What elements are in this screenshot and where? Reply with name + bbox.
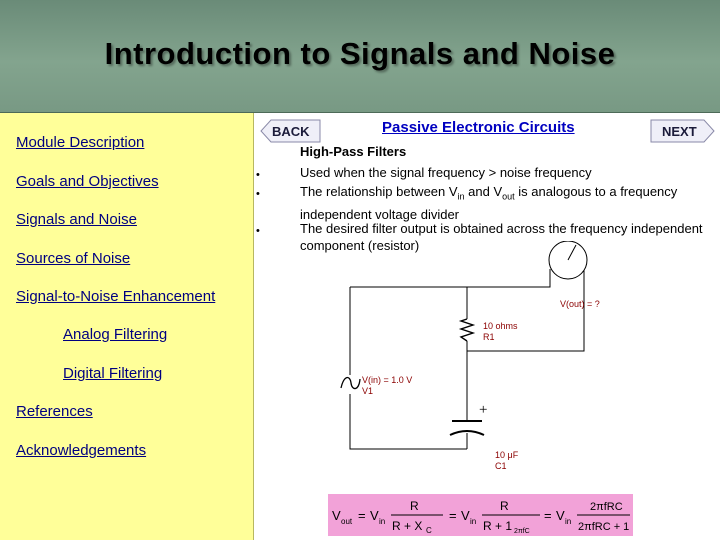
bullet-text-1: Used when the signal frequency > noise frequency (300, 165, 592, 180)
svg-text:V: V (556, 508, 565, 523)
svg-text:=: = (544, 508, 552, 523)
svg-text:R: R (410, 499, 419, 513)
nav-references[interactable]: References (16, 403, 93, 420)
back-label: BACK (272, 124, 310, 139)
bullet-text-2: The relationship between $V_{in}$ and $V_{out}$ is analogous to a frequency independent voltage divider (300, 184, 678, 222)
capacitor-value: 10 μF (495, 450, 519, 460)
nav-sources-of-noise[interactable]: Sources of Noise (16, 250, 131, 267)
svg-text:in: in (470, 517, 477, 526)
bullet-marker: • (256, 169, 260, 181)
meter-wire (467, 269, 550, 287)
resistor-name: R1 (483, 332, 495, 342)
section-subtitle: High-Pass Filters (300, 144, 407, 159)
svg-text:=: = (358, 508, 366, 523)
svg-text:in: in (379, 517, 386, 526)
header-banner (0, 0, 720, 113)
source-value: V(in) = 1.0 V (362, 375, 413, 385)
high-pass-circuit-diagram (330, 241, 620, 486)
bullet-text-3: The desired filter output is obtained across the frequency independent component (resistor) (300, 221, 703, 253)
nav-goals-objectives[interactable]: Goals and Objectives (16, 173, 159, 190)
source-name: V1 (362, 386, 374, 396)
svg-text:2πfC: 2πfC (514, 528, 530, 535)
svg-text:R + 1: R + 1 (483, 519, 513, 533)
content-area (254, 113, 720, 540)
page-title: Introduction to Signals and Noise (104, 36, 616, 71)
svg-text:=: = (449, 508, 457, 523)
next-label: NEXT (662, 124, 697, 139)
nav-signal-to-noise-enhancement[interactable]: Signal-to-Noise Enhancement (16, 288, 216, 305)
svg-text:R + X: R + X (392, 519, 423, 533)
transfer-function-formula (328, 494, 633, 536)
nav-module-description[interactable]: Module Description (16, 134, 145, 151)
capacitor-plus-sign: + (479, 402, 488, 418)
sidebar (0, 113, 254, 540)
resistor-symbol (461, 319, 473, 341)
svg-text:C: C (426, 526, 432, 535)
nav-digital-filtering[interactable]: Digital Filtering (63, 365, 163, 382)
nav-acknowledgements[interactable]: Acknowledgements (16, 442, 147, 459)
svg-text:out: out (341, 517, 353, 526)
capacitor-name: C1 (495, 461, 507, 471)
bullet-marker: • (256, 188, 260, 200)
svg-text:V: V (461, 508, 470, 523)
svg-text:in: in (565, 517, 572, 526)
svg-text:2πfRC + 1: 2πfRC + 1 (578, 521, 630, 533)
bullet-marker: • (256, 225, 260, 237)
back-button[interactable] (260, 119, 322, 143)
svg-text:R: R (500, 499, 509, 513)
next-button[interactable] (650, 119, 716, 143)
section-title-link[interactable]: Passive Electronic Circuits (382, 119, 575, 136)
meter-label: V(out) = ? (560, 299, 600, 309)
bottom-wire (350, 394, 467, 449)
ac-source-icon (341, 378, 360, 389)
formula-graphic (328, 494, 633, 536)
svg-text:2πfRC: 2πfRC (590, 501, 623, 513)
svg-text:V: V (370, 508, 379, 523)
resistor-value: 10 ohms (483, 321, 518, 331)
svg-text:V: V (332, 508, 341, 523)
nav-analog-filtering[interactable]: Analog Filtering (63, 326, 168, 343)
nav-signals-and-noise[interactable]: Signals and Noise (16, 211, 137, 228)
